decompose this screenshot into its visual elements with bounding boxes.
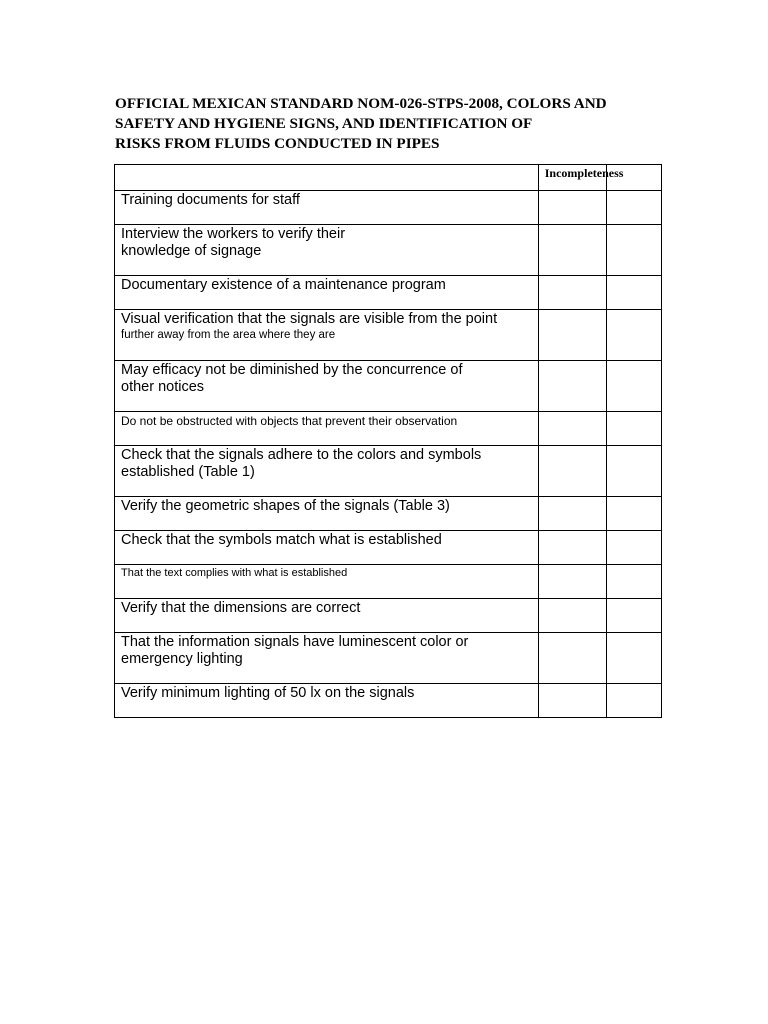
item-cell [115, 565, 539, 599]
title-line: SAFETY AND HYGIENE SIGNS, AND IDENTIFICATION OF [115, 115, 533, 132]
item-cell [115, 191, 539, 225]
item-cell [115, 446, 539, 497]
table-row [115, 412, 662, 446]
checklist-table [114, 164, 662, 718]
table-row [115, 191, 662, 225]
check-cell[interactable] [606, 361, 661, 412]
item-text: Verify minimum lighting of 50 lx on the signals [121, 685, 415, 701]
item-text: Check that the signals adhere to the colors and symbols [121, 447, 482, 463]
check-cell[interactable] [606, 446, 661, 497]
check-cell[interactable] [538, 565, 606, 599]
check-cell[interactable] [606, 599, 661, 633]
table-row [115, 599, 662, 633]
item-text: May efficacy not be diminished by the concurrence of [121, 362, 463, 378]
check-cell[interactable] [538, 310, 606, 361]
check-cell[interactable] [606, 497, 661, 531]
item-text: Documentary existence of a maintenance program [121, 277, 446, 293]
check-cell[interactable] [538, 412, 606, 446]
check-cell[interactable] [538, 497, 606, 531]
table-header-row [115, 165, 662, 191]
item-text: That the text complies with what is established [121, 567, 348, 579]
check-cell[interactable] [538, 276, 606, 310]
check-cell[interactable] [538, 225, 606, 276]
item-cell [115, 497, 539, 531]
check-cell[interactable] [538, 684, 606, 718]
item-text: emergency lighting [121, 651, 243, 667]
column-header-incompleteness: Incompleteness [544, 166, 624, 180]
table-row [115, 361, 662, 412]
table-row [115, 310, 662, 361]
item-cell [115, 361, 539, 412]
table-row [115, 225, 662, 276]
item-text: Verify that the dimensions are correct [121, 600, 361, 616]
item-cell [115, 310, 539, 361]
item-text: further away from the area where they are [121, 329, 336, 341]
check-cell[interactable] [538, 361, 606, 412]
document-title [115, 94, 675, 154]
check-cell[interactable] [606, 684, 661, 718]
table-row [115, 565, 662, 599]
item-text: That the information signals have luminescent color or [121, 634, 469, 650]
check-cell[interactable] [606, 531, 661, 565]
check-cell[interactable] [538, 633, 606, 684]
table-row [115, 276, 662, 310]
table-row [115, 446, 662, 497]
check-cell[interactable] [606, 565, 661, 599]
item-cell [115, 684, 539, 718]
title-line: OFFICIAL MEXICAN STANDARD NOM-026-STPS-2008, COLORS AND [115, 95, 607, 112]
item-text: Visual verification that the signals are visible from the point [121, 311, 498, 327]
check-cell[interactable] [538, 599, 606, 633]
check-cell[interactable] [606, 633, 661, 684]
item-text: established (Table 1) [121, 464, 255, 480]
item-cell [115, 412, 539, 446]
table-row [115, 633, 662, 684]
check-cell[interactable] [606, 412, 661, 446]
item-text: Do not be obstructed with objects that prevent their observation [121, 414, 458, 428]
table-row [115, 497, 662, 531]
check-cell[interactable] [606, 225, 661, 276]
item-text: knowledge of signage [121, 243, 262, 259]
table-row [115, 684, 662, 718]
item-cell [115, 276, 539, 310]
title-line: RISKS FROM FLUIDS CONDUCTED IN PIPES [115, 135, 440, 152]
item-cell [115, 633, 539, 684]
check-cell[interactable] [606, 276, 661, 310]
check-cell[interactable] [606, 191, 661, 225]
check-cell[interactable] [538, 531, 606, 565]
item-text: other notices [121, 379, 205, 395]
item-text: Interview the workers to verify their [121, 226, 346, 242]
header-cell-empty [115, 165, 539, 191]
header-cell-incompleteness [538, 165, 624, 191]
check-cell[interactable] [606, 310, 661, 361]
item-text: Verify the geometric shapes of the signals (Table 3) [121, 498, 450, 514]
item-cell [115, 531, 539, 565]
item-cell [115, 225, 539, 276]
item-text: Check that the symbols match what is established [121, 532, 442, 548]
item-text: Training documents for staff [121, 192, 300, 208]
check-cell[interactable] [538, 191, 606, 225]
table-row [115, 531, 662, 565]
item-cell [115, 599, 539, 633]
check-cell[interactable] [538, 446, 606, 497]
